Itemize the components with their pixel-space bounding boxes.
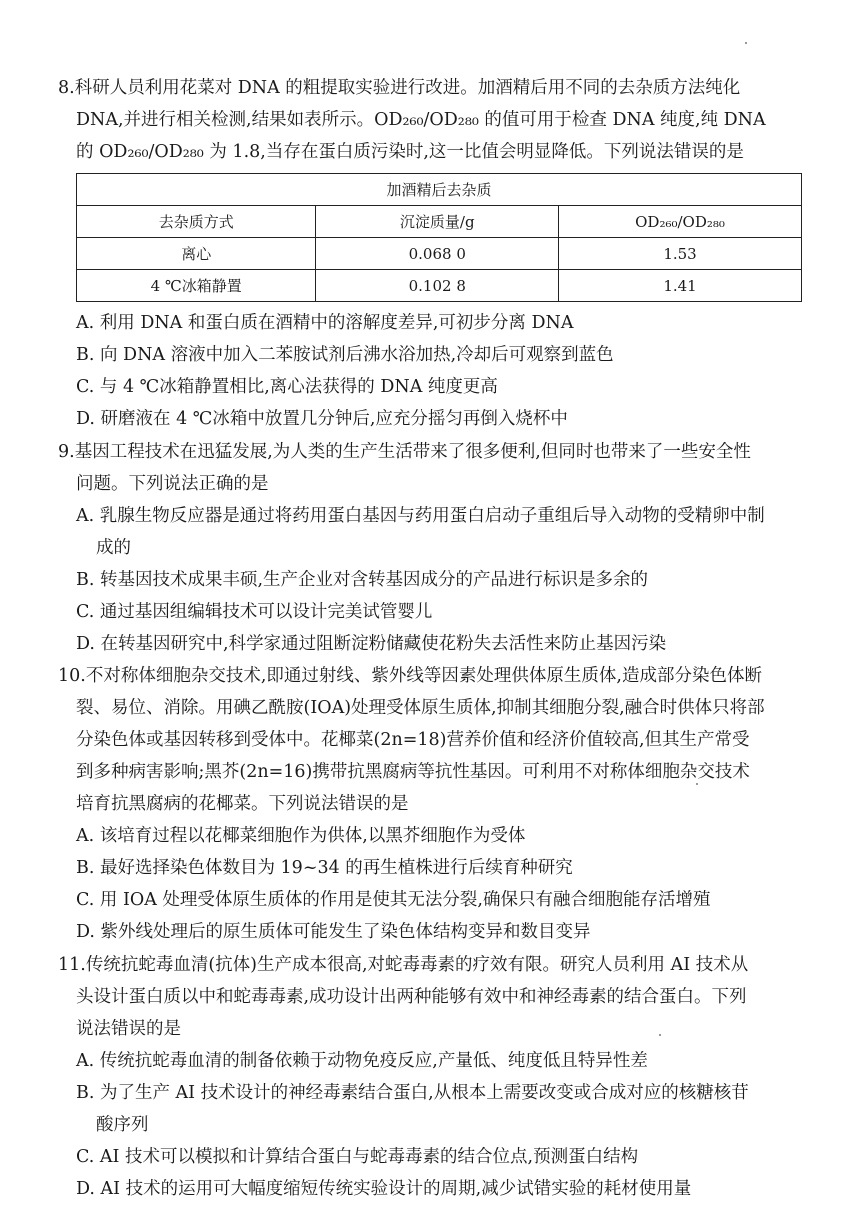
scan-speck xyxy=(745,42,747,44)
header-cell-od-ratio: OD₂₆₀/OD₂₈₀ xyxy=(559,206,802,238)
q10-option-b: B. 最好选择染色体数目为 19~34 的再生植株进行后续育种研究 xyxy=(76,858,573,878)
table-cell: 0.102 8 xyxy=(316,270,559,302)
q9-option-c: C. 通过基因组编辑技术可以设计完美试管婴儿 xyxy=(76,602,433,622)
scan-speck xyxy=(696,783,698,785)
q10-stem-line-2: 裂、易位、消除。用碘乙酰胺(IOA)处理受体原生质体,抑制其细胞分裂,融合时供体只将部 xyxy=(76,698,765,718)
q8-stem-line-3: 的 OD₂₆₀/OD₂₈₀ 为 1.8,当存在蛋白质污染时,这一比值会明显降低。下列说法错误的是 xyxy=(76,142,744,162)
q8-option-a: A. 利用 DNA 和蛋白质在酒精中的溶解度差异,可初步分离 DNA xyxy=(76,313,574,333)
table-cell: 0.068 0 xyxy=(316,238,559,270)
q9-stem-line-2: 问题。下列说法正确的是 xyxy=(76,474,269,494)
q11-stem-line-1: 11.传统抗蛇毒血清(抗体)生产成本很高,对蛇毒毒素的疗效有限。研究人员利用 AI 技术从 xyxy=(58,955,749,975)
q10-stem-line-5: 培育抗黑腐病的花椰菜。下列说法错误的是 xyxy=(76,794,409,814)
q11-option-b: B. 为了生产 AI 技术设计的神经毒素结合蛋白,从根本上需要改变或合成对应的核糖核苷 xyxy=(76,1083,749,1103)
q11-option-c: C. AI 技术可以模拟和计算结合蛋白与蛇毒毒素的结合位点,预测蛋白结构 xyxy=(76,1147,639,1167)
q11-option-b-cont: 酸序列 xyxy=(96,1115,149,1135)
table-cell: 1.41 xyxy=(559,270,802,302)
q8-option-c: C. 与 4 ℃冰箱静置相比,离心法获得的 DNA 纯度更高 xyxy=(76,377,498,397)
header-cell-method: 去杂质方式 xyxy=(77,206,316,238)
q11-option-a: A. 传统抗蛇毒血清的制备依赖于动物免疫反应,产量低、纯度低且特异性差 xyxy=(76,1051,648,1071)
q8-option-d: D. 研磨液在 4 ℃冰箱中放置几分钟后,应充分摇匀再倒入烧杯中 xyxy=(76,409,568,429)
table-row xyxy=(77,270,802,302)
q8-option-b: B. 向 DNA 溶液中加入二苯胺试剂后沸水浴加热,冷却后可观察到蓝色 xyxy=(76,345,614,365)
q10-option-d: D. 紫外线处理后的原生质体可能发生了染色体结构变异和数目变异 xyxy=(76,922,591,942)
q10-option-a: A. 该培育过程以花椰菜细胞作为供体,以黑芥细胞作为受体 xyxy=(76,826,526,846)
q10-stem-line-4: 到多种病害影响;黑芥(2n=16)携带抗黑腐病等抗性基因。可利用不对称体细胞杂交技术 xyxy=(76,762,750,782)
q8-stem-line-2: DNA,并进行相关检测,结果如表所示。OD₂₆₀/OD₂₈₀ 的值可用于检查 DNA 纯度,纯 DNA xyxy=(76,110,766,130)
q8-data-table xyxy=(76,173,802,302)
q11-stem-line-3: 说法错误的是 xyxy=(76,1019,181,1039)
q10-stem-line-1: 10.不对称体细胞杂交技术,即通过射线、紫外线等因素处理供体原生质体,造成部分染色体断 xyxy=(58,666,762,686)
table-row xyxy=(77,238,802,270)
q9-option-d: D. 在转基因研究中,科学家通过阻断淀粉储藏使花粉失去活性来防止基因污染 xyxy=(76,634,667,654)
q9-option-a-cont: 成的 xyxy=(96,538,131,558)
table-cell: 离心 xyxy=(77,238,316,270)
q9-stem-line-1: 9.基因工程技术在迅猛发展,为人类的生产生活带来了很多便利,但同时也带来了一些安全性 xyxy=(58,442,751,462)
q10-stem-line-3: 分染色体或基因转移到受体中。花椰菜(2n=18)营养价值和经济价值较高,但其生产常受 xyxy=(76,730,750,750)
q8-stem-line-1: 8.科研人员利用花菜对 DNA 的粗提取实验进行改进。加酒精后用不同的去杂质方法纯化 xyxy=(58,78,741,98)
q11-option-d: D. AI 技术的运用可大幅度缩短传统实验设计的周期,减少试错实验的耗材使用量 xyxy=(76,1179,692,1199)
q10-option-c: C. 用 IOA 处理受体原生质体的作用是使其无法分裂,确保只有融合细胞能存活增殖 xyxy=(76,890,711,910)
q9-option-a: A. 乳腺生物反应器是通过将药用蛋白基因与药用蛋白启动子重组后导入动物的受精卵中制 xyxy=(76,506,765,526)
q9-option-b: B. 转基因技术成果丰硕,生产企业对含转基因成分的产品进行标识是多余的 xyxy=(76,570,649,590)
table-cell: 4 ℃冰箱静置 xyxy=(77,270,316,302)
scan-speck xyxy=(659,1034,661,1036)
table-cell: 1.53 xyxy=(559,238,802,270)
q11-stem-line-2: 头设计蛋白质以中和蛇毒毒素,成功设计出两种能够有效中和神经毒素的结合蛋白。下列 xyxy=(76,987,747,1007)
table-caption: 加酒精后去杂质 xyxy=(77,174,802,206)
table-header-row xyxy=(77,206,802,238)
header-cell-mass: 沉淀质量/g xyxy=(316,206,559,238)
